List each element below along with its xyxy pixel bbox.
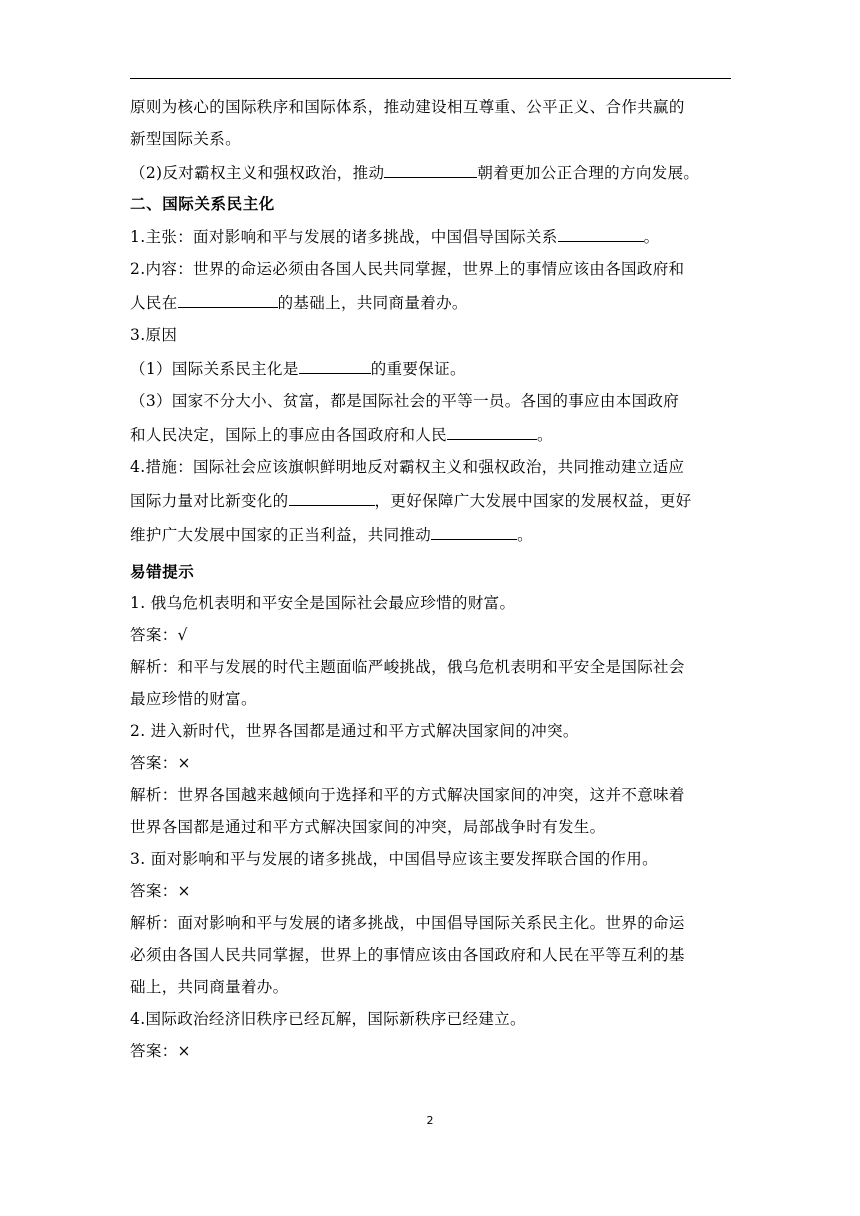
fill-in-line [130, 162, 731, 183]
answer-line: 答案：√ [130, 626, 188, 644]
text-line: 3.原因 [130, 326, 178, 344]
text-before-blank: （2)反对霸权主义和强权政治，推动 [130, 164, 385, 182]
fill-in-line [130, 226, 731, 247]
answer-line: 答案：× [130, 754, 191, 772]
question-line: 4.国际政治经济旧秩序已经瓦解，国际新秩序已经建立。 [130, 1010, 526, 1028]
text-before-blank: 国际力量对比新变化的 [130, 492, 289, 510]
fill-in-line [130, 424, 731, 445]
text-before-blank: （1）国际关系民主化是 [130, 360, 299, 378]
explanation-line: 解析：面对影响和平与发展的诸多挑战，中国倡导国际关系民主化。世界的命运 [130, 914, 685, 932]
answer-blank [558, 226, 644, 242]
question-line: 2. 进入新时代，世界各国都是通过和平方式解决国家间的冲突。 [130, 722, 579, 740]
text-after-blank: 。 [537, 426, 553, 444]
answer-line: 答案：× [130, 1042, 191, 1060]
question-line: 3. 面对影响和平与发展的诸多挑战，中国倡导应该主要发挥联合国的作用。 [130, 850, 658, 868]
section-heading: 二、国际关系民主化 [130, 195, 275, 213]
answer-blank [299, 358, 371, 374]
answer-blank [431, 524, 517, 540]
answer-blank [178, 292, 278, 308]
text-after-blank: 的基础上，共同商量着办。 [277, 294, 468, 312]
text-after-blank: ，更好保障广大发展中国家的发展权益，更好 [374, 492, 692, 510]
section-heading: 易错提示 [130, 563, 195, 581]
answer-blank [289, 490, 375, 506]
text-before-blank: 和人民决定，国际上的事应由各国政府和人民 [130, 426, 448, 444]
page-content [130, 98, 731, 1061]
text-after-blank: 朝着更加公正合理的方向发展。 [477, 164, 700, 182]
explanation-line: 解析：和平与发展的时代主题面临严峻挑战，俄乌危机表明和平安全是国际社会 [130, 658, 685, 676]
text-after-blank: 。 [643, 228, 660, 246]
text-line: 4.措施：国际社会应该旗帜鲜明地反对霸权主义和强权政治，共同推动建立适应 [130, 458, 685, 476]
answer-line: 答案：× [130, 882, 191, 900]
fill-in-line [130, 292, 731, 313]
answer-blank [447, 424, 537, 440]
text-after-blank: 的重要保证。 [370, 360, 466, 378]
explanation-line: 最应珍惜的财富。 [130, 690, 257, 708]
explanation-line: 必须由各国人民共同掌握，世界上的事情应该由各国政府和人民在平等互利的基 [130, 946, 685, 964]
answer-blank [384, 162, 477, 178]
explanation-line: 解析：世界各国越来越倾向于选择和平的方式解决国家间的冲突，这并不意味着 [130, 786, 685, 804]
text-before-blank: 1.主张：面对影响和平与发展的诸多挑战，中国倡导国际关系 [130, 228, 558, 246]
text-before-blank: 维护广大发展中国家的正当利益，共同推动 [130, 526, 432, 544]
text-line: 原则为核心的国际秩序和国际体系，推动建设相互尊重、公平正义、合作共赢的 [130, 98, 685, 116]
question-line: 1. 俄乌危机表明和平安全是国际社会最应珍惜的财富。 [130, 594, 516, 612]
text-line: （3）国家不分大小、贫富，都是国际社会的平等一员。各国的事应由本国政府 [130, 392, 680, 410]
fill-in-line [130, 490, 731, 511]
header-rule [130, 78, 731, 79]
explanation-line: 础上，共同商量着办。 [130, 978, 289, 996]
page-number: 2 [426, 1114, 434, 1127]
text-after-blank: 。 [517, 526, 534, 544]
explanation-line: 世界各国都是通过和平方式解决国家间的冲突，局部战争时有发生。 [130, 818, 606, 836]
text-before-blank: 人民在 [130, 294, 178, 312]
text-line: 2.内容：世界的命运必须由各国人民共同掌握，世界上的事情应该由各国政府和 [130, 260, 685, 278]
fill-in-line [130, 358, 731, 379]
fill-in-line [130, 524, 731, 545]
text-line: 新型国际关系。 [130, 130, 241, 148]
